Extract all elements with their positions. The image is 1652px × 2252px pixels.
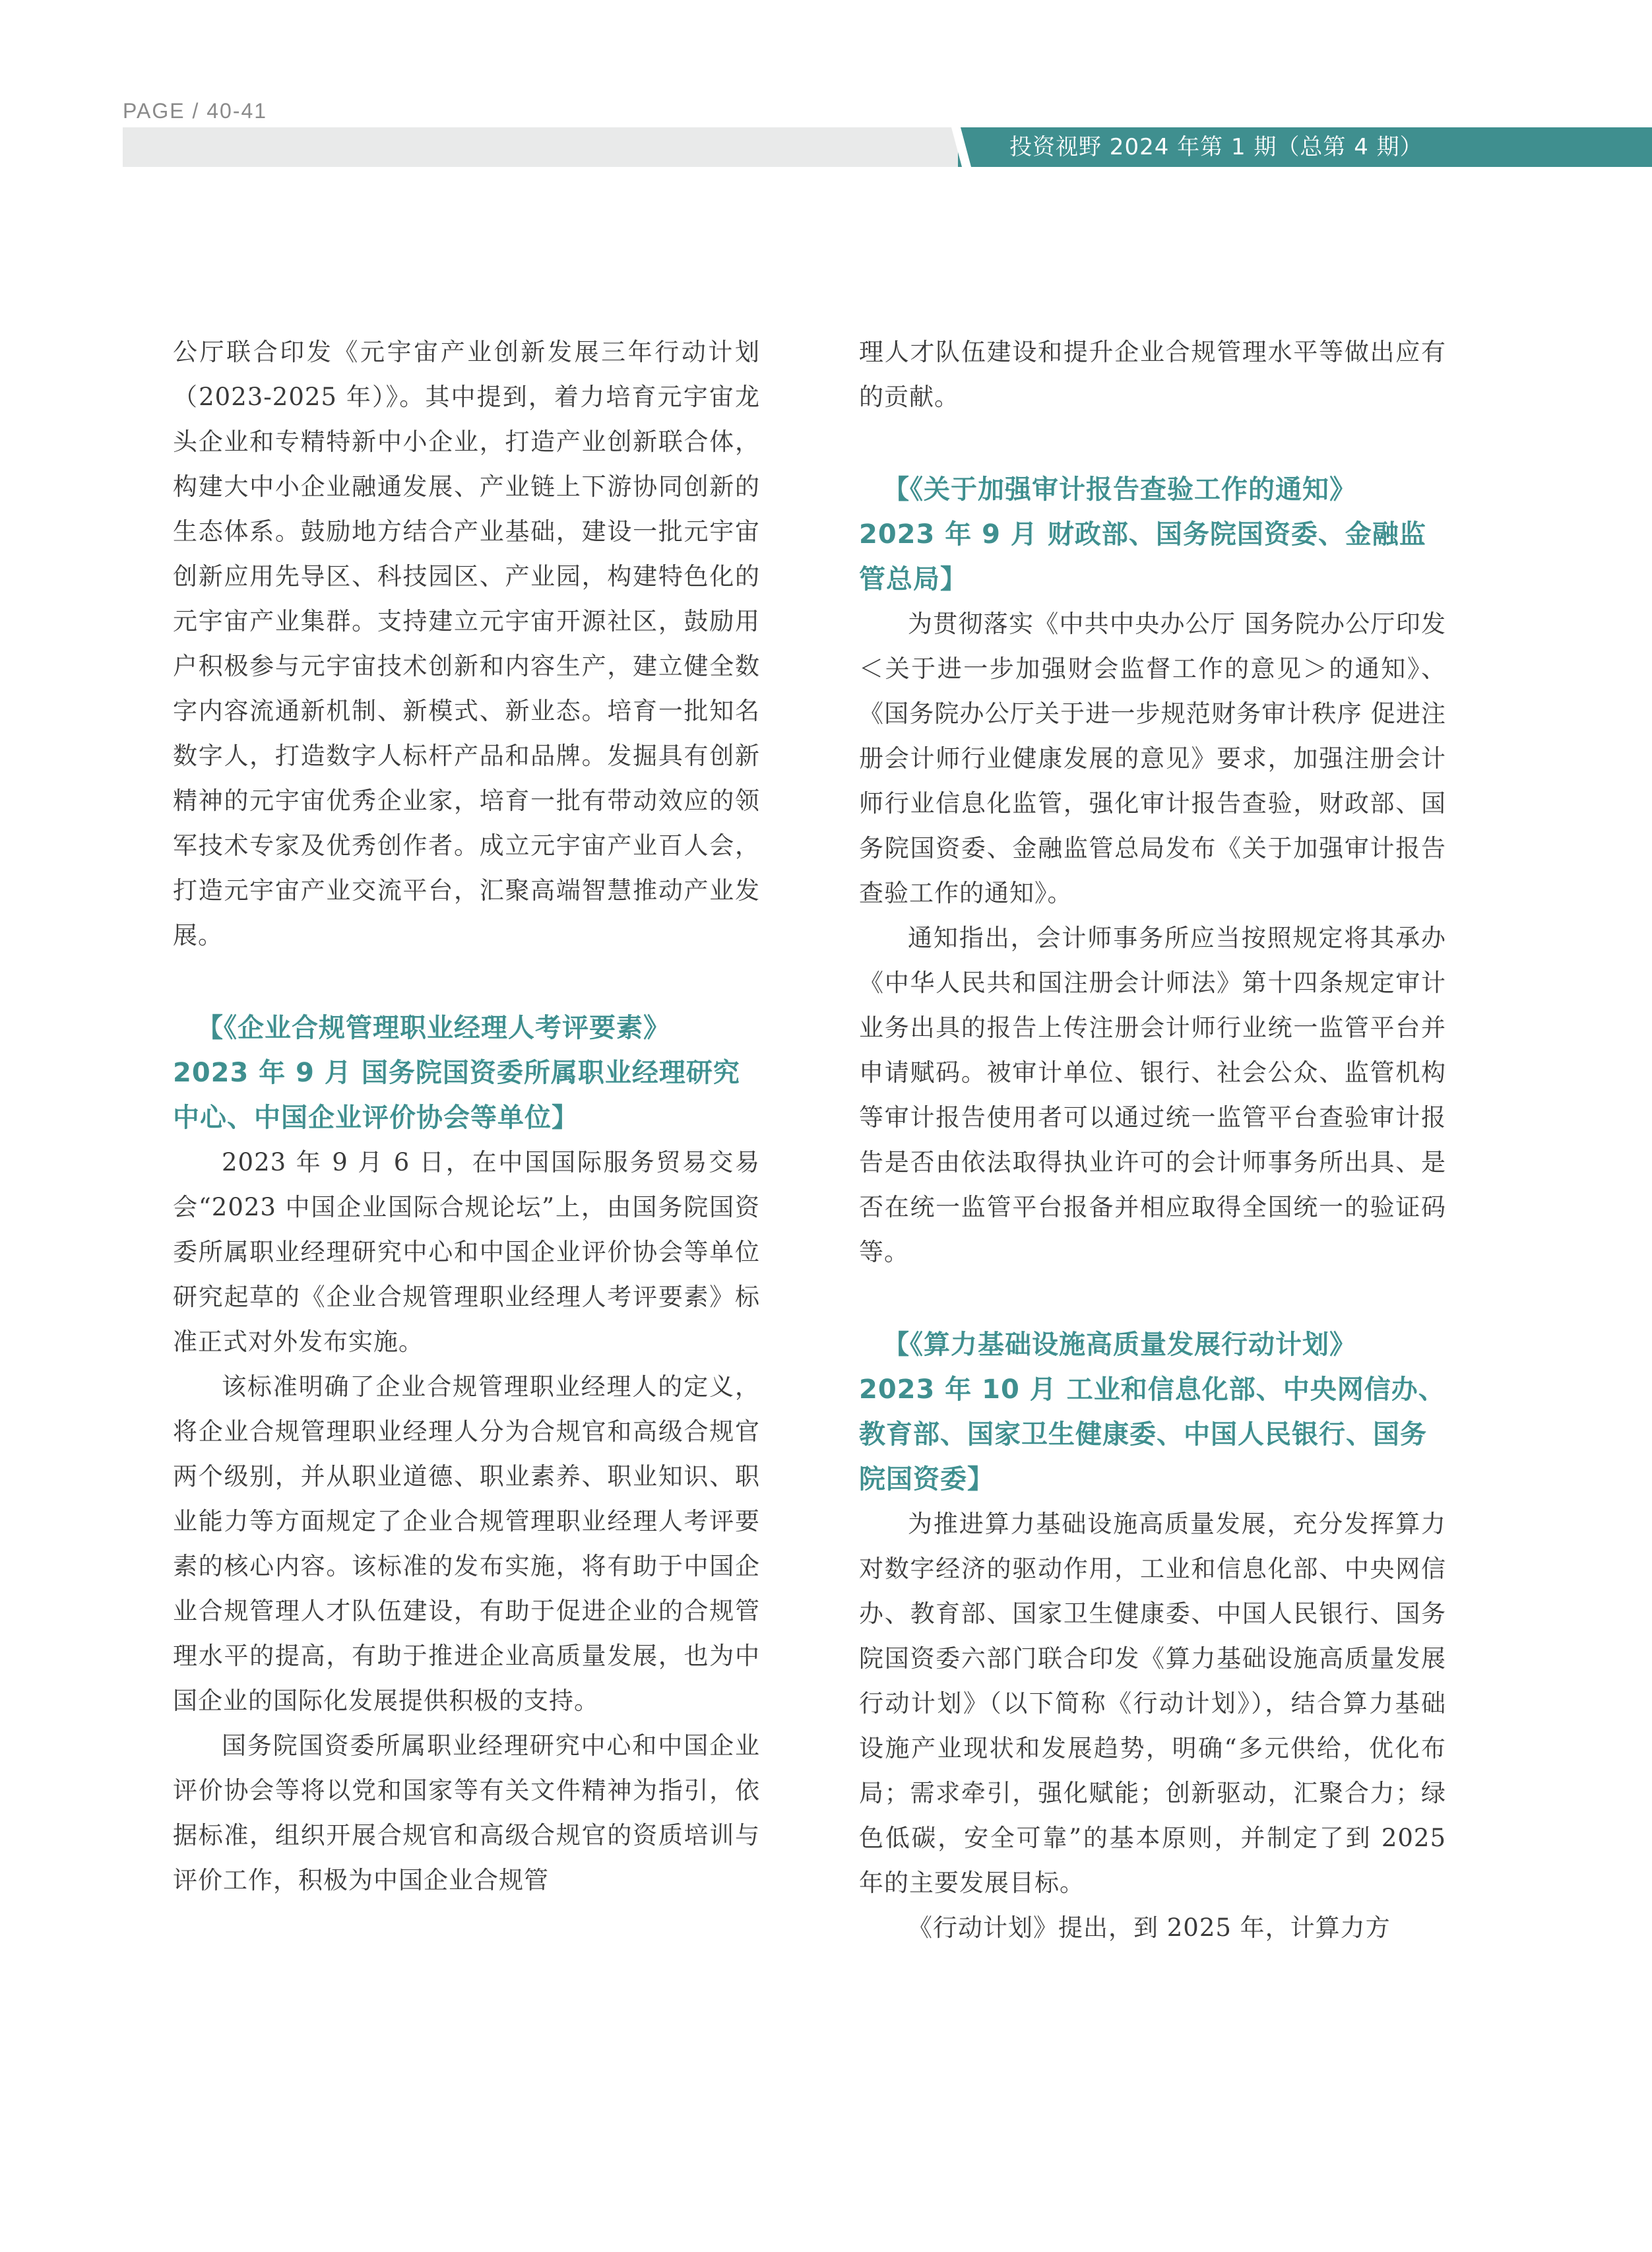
right-paragraph-5: 《行动计划》提出，到 2025 年，计算力方 [908,1914,1391,1942]
left-paragraph-4: 国务院国资委所属职业经理研究中心和中国企业评价协会等将以党和国家等有关文件精神为指引，依据标准，组织开展合规官和高级合规官的资质培训与评价工作，积极为中国企业合规管 [173,1731,760,1894]
heading-title: 【《关于加强审计报告查验工作的通知》 [883,474,1356,505]
left-paragraph-3: 该标准明确了企业合规管理职业经理人的定义，将企业合规管理职业经理人分为合规官和高级合规官两个级别，并从职业道德、职业素养、职业知识、职业能力等方面规定了企业合规管理职业经理人考评要素的核心内容。该标准的发布实施，将有助于中国企业合规管理人才队伍建设，有助于促进企业的合规管理水平的提高，有助于推进企业高质量发展，也为中国企业的国际化发展提供积极的支持。 [173,1372,760,1715]
left-paragraph-2: 2023 年 9 月 6 日，在中国国际服务贸易交易会“2023 中国企业国际合规论坛”上，由国务院国资委所属职业经理研究中心和中国企业评价协会等单位研究起草的《企业合规管理职业经理人考评要素》标准正式对外发布实施。 [173,1148,760,1356]
left-paragraph-1: 公厅联合印发《元宇宙产业创新发展三年行动计划（2023-2025 年）》。其中提到，着力培育元宇宙龙头企业和专精特新中小企业，打造产业创新联合体，构建大中小企业融通发展、产业链上下游协同创新的生态体系。鼓励地方结合产业基础，建设一批元宇宙创新应用先导区、科技园区、产业园，构建特色化的元宇宙产业集群。支持建立元宇宙开源社区，鼓励用户积极参与元宇宙技术创新和内容生产，建立健全数字内容流通新机制、新模式、新业态。培育一批知名数字人，打造数字人标杆产品和品牌。发掘具有创新精神的元宇宙优秀企业家，培育一批有带动效应的领军技术专家及优秀创作者。成立元宇宙产业百人会，打造元宇宙产业交流平台，汇聚高端智慧推动产业发展。 [173,338,760,949]
heading-title: 【《算力基础设施高质量发展行动计划》 [883,1330,1356,1360]
page-number-label: PAGE / 40-41 [123,99,268,123]
heading-date-issuer: 2023 年 10 月 工业和信息化部、中央网信办、教育部、国家卫生健康委、中国人民银行、国务院国资委】 [859,1374,1446,1495]
right-paragraph-2: 为贯彻落实《中共中央办公厅 国务院办公厅印发＜关于进一步加强财会监督工作的意见＞的通知》、《国务院办公厅关于进一步规范财务审计秩序 促进注册会计师行业健康发展的意见》要求，加强注册会计师行业信息化监管，强化审计报告查验，财政部、国务院国资委、金融监管总局发布《关于加强审计报告查验工作的通知》。 [859,610,1446,907]
heading-date-issuer: 2023 年 9 月 财政部、国务院国资委、金融监管总局】 [859,519,1426,595]
section-heading-computing-infrastructure [859,1322,1446,1502]
right-column [859,330,1446,1950]
section-heading-compliance-manager [173,1006,760,1140]
left-column [173,330,760,1903]
heading-date-issuer: 2023 年 9 月 国务院国资委所属职业经理研究中心、中国企业评价协会等单位】 [173,1058,740,1133]
right-paragraph-3: 通知指出，会计师事务所应当按照规定将其承办《中华人民共和国注册会计师法》第十四条规定审计业务出具的报告上传注册会计师行业统一监管平台并申请赋码。被审计单位、银行、社会公众、监管机构等审计报告使用者可以通过统一监管平台查验审计报告是否由依法取得执业许可的会计师事务所出具、是否在统一监管平台报备并相应取得全国统一的验证码等。 [859,924,1446,1266]
heading-title: 【《企业合规管理职业经理人考评要素》 [197,1013,670,1043]
issue-title: 投资视野 2024 年第 1 期（总第 4 期） [1009,134,1423,160]
right-paragraph-1: 理人才队伍建设和提升企业合规管理水平等做出应有的贡献。 [859,338,1446,411]
right-paragraph-4: 为推进算力基础设施高质量发展，充分发挥算力对数字经济的驱动作用，工业和信息化部、中央网信办、教育部、国家卫生健康委、中国人民银行、国务院国资委六部门联合印发《算力基础设施高质量发展行动计划》（以下简称《行动计划》），结合算力基础设施产业现状和发展趋势，明确“多元供给，优化布局；需求牵引，强化赋能；创新驱动，汇聚合力；绿色低碳，安全可靠”的基本原则，并制定了到 2025 年的主要发展目标。 [859,1510,1446,1897]
section-heading-audit-report [859,467,1446,602]
